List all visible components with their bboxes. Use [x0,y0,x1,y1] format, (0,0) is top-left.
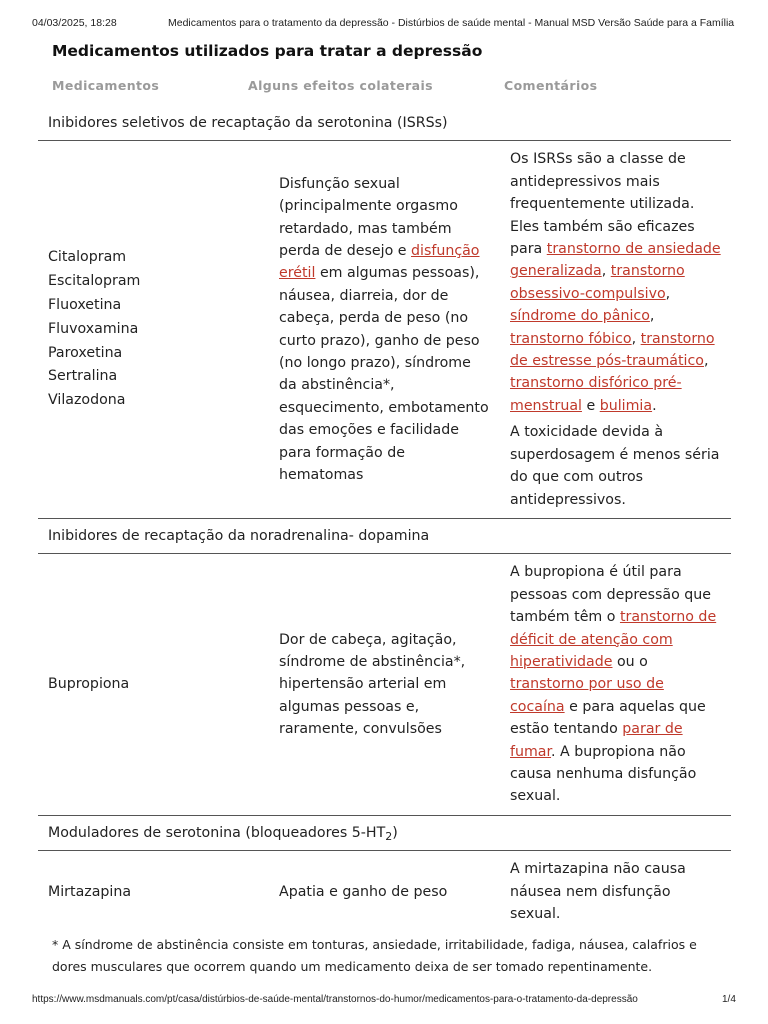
text-run: , [631,330,641,347]
drug-name: Vilazodona [48,392,126,409]
link-adhd[interactable]: transtorno de déficit de atenção com hiperatividade [510,609,717,670]
drug-name: Escitalopram [48,273,141,290]
table-row [38,554,731,815]
comments-cell [500,141,731,519]
comments-cell [500,554,731,815]
print-document-title: Medicamentos para o tratamento da depressão - Distúrbios de saúde mental - Manual MSD Versão Saúde para a Família [168,17,735,29]
side-effects-cell [269,141,500,519]
section-label-ndri: Inibidores de recaptação da noradrenalina- dopamina [38,518,731,553]
section-row-ssri [38,106,731,141]
drug-name: Sertralina [48,368,118,385]
page-number: 1/4 [722,994,736,1005]
footnote: * A síndrome de abstinência consiste em tonturas, ansiedade, irritabilidade, fadiga, náusea, calafrios e dores musculares que ocorrem quando um medicamento deixa de ser tomado repentinamente. [52,937,697,974]
link-pmdd[interactable]: transtorno disfórico pré-menstrual [510,375,682,414]
text-run: , [601,263,611,280]
text-run: A bupropiona é útil para pessoas com depressão que também têm o [510,564,711,626]
print-header [0,0,768,34]
drug-name: Fluoxetina [48,296,122,313]
drug-name: Fluvoxamina [48,320,139,337]
table-row [38,851,731,924]
text-run: Moduladores de serotonina (bloqueadores 5-HT [48,824,386,841]
link-phobic-disorder[interactable]: transtorno fóbico [510,330,632,347]
link-panic-syndrome[interactable]: síndrome do pânico [510,308,650,325]
drug-name: Bupropiona [38,554,269,815]
link-cocaine-use-disorder[interactable]: transtorno por uso de cocaína [510,676,664,715]
link-erectile-dysfunction[interactable]: disfunção erétil [279,243,480,282]
column-header-drugs: Medicamentos [52,78,160,93]
section-row-serotonin-modulators [38,815,731,850]
print-date: 04/03/2025, 18:28 [32,17,117,29]
print-footer [0,990,768,1010]
text-run: ) [392,824,398,841]
section-row-ndri [38,518,731,553]
text-run: e para aquelas que estão tentando [510,698,706,738]
comments-cell: A mirtazapina não causa náusea nem disfunção sexual. [500,851,731,924]
text-run: e [581,397,600,414]
subscript: 2 [385,829,393,843]
text-run: , [703,353,709,370]
table-row [38,141,731,519]
drug-name: Paroxetina [48,344,123,361]
text-run: . A bupropiona não causa nenhuma disfunção sexual. [510,743,697,805]
link-ptsd[interactable]: transtorno de estresse pós-traumático [510,330,715,370]
section-label-ssri: Inibidores seletivos de recaptação da serotonina (ISRSs) [38,106,731,141]
drug-table [38,106,731,924]
column-header-comments: Comentários [504,78,598,93]
text-run: em algumas pessoas), náusea, diarreia, dor de cabeça, perda de peso (no curto prazo), ganho de peso (no longo prazo), síndrome da abstinência*, esquecimento, embotamento das emoções e facilidade para formação de hematomas [279,265,489,484]
text-run: , [649,308,655,325]
comment-paragraph [510,148,721,417]
print-url: https://www.msdmanuals.com/pt/casa/distúrbios-de-saúde-mental/transtornos-do-humor/medicamentos-para-o-tratamento-da-depressão [32,994,638,1005]
comment-paragraph: A toxicidade devida à superdosagem é menos séria do que com outros antidepressivos. [510,424,720,508]
drug-name: Mirtazapina [38,851,269,924]
text-run: . [652,397,657,414]
table-title: Medicamentos utilizados para tratar a depressão [52,42,483,60]
text-run: Os ISRSs são a classe de antidepressivos mais frequentemente utilizada. Eles também são eficazes para [510,151,695,258]
link-ocd[interactable]: transtorno obsessivo-compulsivo [510,263,685,302]
table-viewport [38,106,731,924]
link-quit-smoking[interactable]: parar de fumar [510,721,683,760]
text-run: ou o [612,653,648,670]
text-run: Disfunção sexual (principalmente orgasmo retardado, mas também perda de desejo e [279,175,458,260]
link-generalized-anxiety[interactable]: transtorno de ansiedade generalizada [510,241,721,280]
drug-name: Citalopram [48,249,127,266]
column-headers [38,76,731,98]
side-effects-cell: Dor de cabeça, agitação, síndrome de abstinência*, hipertensão arterial em algumas pessoas e, raramente, convulsões [269,554,500,815]
column-header-side-effects: Alguns efeitos colaterais [248,78,434,93]
link-bulimia[interactable]: bulimia [599,397,653,414]
drug-list-cell [38,141,269,519]
side-effects-cell: Apatia e ganho de peso [269,851,500,924]
section-label-serotonin-modulators [38,815,731,850]
text-run: , [665,285,671,302]
